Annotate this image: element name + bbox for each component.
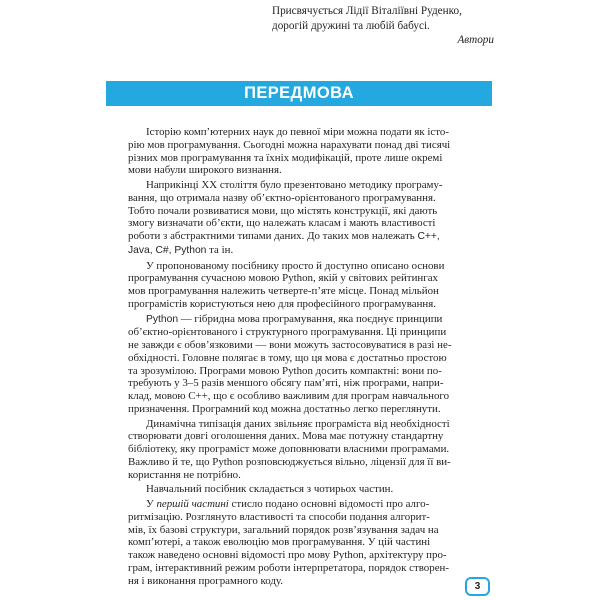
text-line: створювати довгі оголошення даних. Мова має потужну стандартну	[128, 430, 444, 443]
text-line: комп’ютері, а також еволюцію мов програмування. У цій частині	[128, 536, 431, 549]
text-line: вання, що отримала назву об’єктно-орієнтованого програмування.	[128, 191, 436, 204]
text-line: грам, інтерактивний режим роботи інтерпретатора, порядок створен-	[128, 561, 449, 574]
text-line: різних мов програмування та їхніх модифікацій, проте лише окремі	[128, 151, 443, 164]
text-line: програмістів користуються нею для професійного програмування.	[128, 297, 436, 310]
text-fragment: У	[146, 498, 154, 510]
dedication-line: дорогій дружині та любій бабусі.	[272, 19, 430, 32]
emphasis-text: першій частині	[156, 498, 229, 510]
text-line: ритмізацію. Розглянуто властивості та способи подання алгорит-	[128, 510, 430, 523]
dedication-authors: Автори	[457, 34, 494, 46]
text-line: мов програмування належить четверте-п’яте місце. Понад мільйон	[128, 285, 439, 297]
text-line: мів, їх базові структури, загальний порядок розв’язування задач на	[128, 523, 439, 536]
text-line: призначення. Програмний код можна достатньо легко переглянути.	[128, 402, 441, 415]
code-term: Python	[146, 313, 179, 325]
text-line: об’єктно-орієнтованого і структурного програмування. Ці принципи	[128, 326, 447, 339]
section-header-bar	[106, 81, 492, 106]
page-number: 3	[465, 577, 490, 596]
text-fragment: — гібридна мова програмування, яка поєднує принципи	[180, 312, 443, 325]
text-line: не завжди є обов’язковими — вони можуть застосовуватися в разі не-	[128, 339, 452, 351]
text-fragment: роботи з абстрактними типами даних. До таких мов належать	[128, 230, 415, 242]
text-line: мови набули широкого визнання.	[128, 164, 282, 177]
text-line: Наприкінці XX століття було презентовано методику програму-	[146, 179, 443, 191]
text-line: Динамічна типізація даних звільняє програміста від необхідності	[146, 417, 450, 430]
section-title: ПЕРЕДМОВА	[244, 84, 354, 102]
text-line: Історію комп’ютерних наук до певної міри можна подати як істо-	[146, 126, 449, 138]
dedication-line: Присвячується Лідії Віталіївні Руденко,	[272, 5, 462, 17]
text-line: змогу визначати об’єкти, що належать класам і мають властивості	[128, 217, 436, 230]
text-line	[128, 230, 492, 244]
text-line: користання не потрібно.	[128, 468, 241, 481]
text-line: Важливо й те, що Python розповсюджується вільно, ліцензії для її ви-	[128, 455, 451, 468]
code-term: C++,	[417, 231, 440, 242]
dedication	[272, 4, 494, 48]
text-line: та зрозумілою. Програми мовою Python досить компактні: вони по-	[128, 364, 442, 377]
text-line: требують у 3–5 разів меншого обсягу пам’яті, ніж програми, напри-	[128, 377, 444, 390]
text-fragment: стисло подано основні відомості про алго-	[231, 498, 430, 510]
text-line: програмування сучасною мовою Python, якій у світових рейтингах	[128, 272, 438, 285]
text-line: Навчальний посібник складається з чотирьох частин.	[146, 483, 394, 496]
text-fragment: та ін.	[209, 243, 234, 256]
text-line: клад, мовою C++, що є особливо важливим для програм навчального	[128, 390, 450, 402]
text-line: Тобто почали розвиватися мови, що містять конструкції, які дають	[128, 204, 438, 217]
text-line: бібліотеку, яку програміст може доповнювати власними програмами.	[128, 443, 450, 455]
code-term: Java, C#, Python	[128, 244, 207, 256]
text-line	[128, 313, 492, 327]
text-line: також наведено основні відомості про мову Python, архітектуру про-	[128, 549, 447, 561]
preface-body	[128, 126, 492, 587]
text-line: ня і виконання програмного коду.	[128, 574, 283, 587]
text-line: обхідності. Головне полягає в тому, що ця мова є достатньо простою	[128, 351, 447, 364]
text-line	[128, 244, 492, 258]
text-line	[128, 498, 492, 511]
text-line: У пропонованому посібнику просто й доступно описано основи	[146, 259, 445, 272]
text-line: рію мов програмування. Сьогодні можна нарахувати понад дві тисячі	[128, 138, 451, 151]
